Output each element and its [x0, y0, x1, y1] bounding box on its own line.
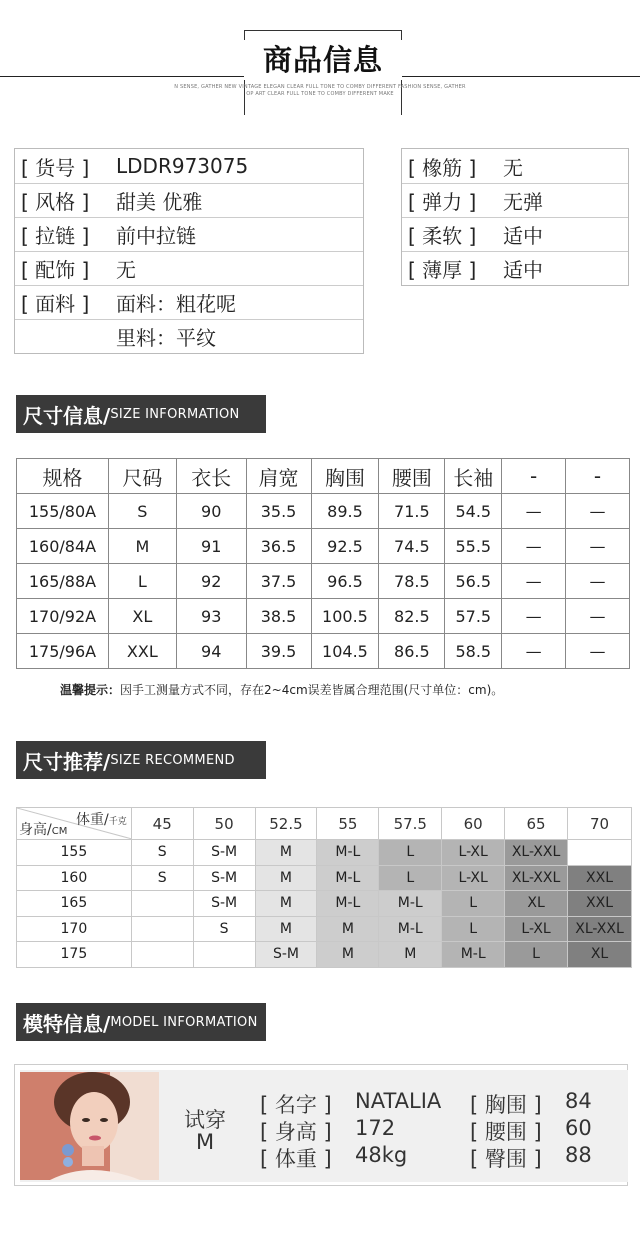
attribute-row: [15, 149, 363, 184]
section-title-cn: 模特信息/: [23, 1011, 111, 1036]
table-cell: 39.5: [246, 634, 311, 669]
table-cell: 100.5: [311, 599, 379, 634]
table-cell: XXL: [108, 634, 176, 669]
recommend-header-row: [17, 808, 632, 840]
height-cell: 160: [17, 865, 132, 891]
size-recommend-cell: M: [255, 865, 317, 891]
model-weight-key: [ 体重 ]: [260, 1147, 332, 1171]
table-cell: —: [566, 599, 630, 634]
attribute-value: 甜美 优雅: [116, 189, 203, 214]
table-cell: 38.5: [246, 599, 311, 634]
size-recommend-cell: S-M: [193, 891, 255, 917]
column-header: 衣长: [176, 459, 246, 494]
table-cell: —: [566, 634, 630, 669]
model-name-key: [ 名字 ]: [260, 1093, 332, 1117]
table-cell: 104.5: [311, 634, 379, 669]
table-row: [17, 634, 630, 669]
table-cell: —: [566, 564, 630, 599]
attribute-key: [ 面料 ]: [21, 291, 90, 316]
attribute-value: 适中: [503, 223, 543, 248]
section-title-cn: 尺寸推荐/: [23, 749, 111, 774]
recommend-row: [17, 916, 632, 942]
table-cell: —: [566, 529, 630, 564]
model-waist-key: [ 腰围 ]: [470, 1120, 542, 1144]
table-cell: 96.5: [311, 564, 379, 599]
attribute-value: 无: [116, 257, 136, 282]
model-waist-value: 60: [565, 1116, 592, 1140]
section-title-en: SIZE RECOMMEND: [110, 752, 235, 768]
table-cell: 175/96A: [17, 634, 109, 669]
table-cell: 165/88A: [17, 564, 109, 599]
attribute-row: [402, 217, 628, 252]
size-recommend-cell: S-M: [193, 840, 255, 866]
model-photo: [20, 1072, 159, 1180]
weight-axis-label: [76, 809, 127, 829]
attribute-key: [ 风格 ]: [21, 189, 90, 214]
table-row: [17, 529, 630, 564]
column-header: 尺码: [108, 459, 176, 494]
attribute-key: [ 拉链 ]: [21, 223, 90, 248]
height-cell: 165: [17, 891, 132, 917]
height-label: 身高/: [19, 822, 52, 838]
attribute-key: [ 货号 ]: [21, 155, 90, 180]
weight-header: 60: [442, 808, 505, 840]
size-recommend-cell: M: [379, 942, 442, 968]
size-recommend-cell: M-L: [442, 942, 505, 968]
size-recommend-cell: M-L: [379, 916, 442, 942]
table-cell: 37.5: [246, 564, 311, 599]
size-recommend-cell: S: [131, 865, 193, 891]
size-recommend-table: [16, 807, 632, 968]
size-recommend-cell: [568, 840, 632, 866]
size-recommend-cell: M: [255, 916, 317, 942]
table-cell: 56.5: [445, 564, 502, 599]
size-recommend-cell: XXL: [568, 865, 632, 891]
model-bust-key: [ 胸围 ]: [470, 1093, 542, 1117]
height-unit: CM: [51, 826, 68, 837]
table-cell: —: [502, 634, 566, 669]
attribute-key: [ 配饰 ]: [21, 257, 90, 282]
table-cell: 86.5: [379, 634, 445, 669]
table-cell: 74.5: [379, 529, 445, 564]
attribute-key: [ 柔软 ]: [408, 223, 477, 248]
attribute-row: [402, 183, 628, 218]
table-cell: 170/92A: [17, 599, 109, 634]
size-recommend-cell: XL: [505, 891, 568, 917]
model-hip-value: 88: [565, 1143, 592, 1167]
model-height-value: 172: [355, 1116, 396, 1140]
weight-label: 体重/: [76, 812, 109, 828]
attribute-table-right: [401, 148, 629, 286]
table-cell: 90: [176, 494, 246, 529]
size-recommend-cell: XXL: [568, 891, 632, 917]
title-subtext-1: N SENSE, GATHER NEW VINTAGE ELEGAN CLEAR FULL TONE TO COMBY DIFFERENT FASHION SENSE, GATHER: [174, 84, 466, 90]
table-row: [17, 564, 630, 599]
table-cell: 160/84A: [17, 529, 109, 564]
size-recommend-header: [16, 741, 266, 779]
size-recommend-cell: L: [442, 891, 505, 917]
model-height-key: [ 身高 ]: [260, 1120, 332, 1144]
table-cell: 58.5: [445, 634, 502, 669]
try-on-label: 试穿: [184, 1108, 226, 1132]
size-recommend-cell: M-L: [317, 891, 379, 917]
section-title-en: MODEL INFORMATION: [110, 1014, 258, 1030]
size-recommend-cell: L-XL: [442, 865, 505, 891]
size-recommend-cell: S: [193, 916, 255, 942]
recommend-row: [17, 865, 632, 891]
table-cell: 94: [176, 634, 246, 669]
weight-header: 50: [193, 808, 255, 840]
size-recommend-cell: L-XL: [442, 840, 505, 866]
column-header: 规格: [17, 459, 109, 494]
size-recommend-cell: M-L: [317, 865, 379, 891]
attribute-key: [ 薄厚 ]: [408, 257, 477, 282]
size-recommend-cell: L: [379, 865, 442, 891]
attribute-row: [402, 149, 628, 184]
size-recommend-cell: XL-XXL: [505, 865, 568, 891]
model-portrait-image: [20, 1072, 159, 1180]
attribute-value: 无: [503, 155, 523, 180]
table-cell: XL: [108, 599, 176, 634]
table-cell: —: [502, 564, 566, 599]
table-cell: 35.5: [246, 494, 311, 529]
measurement-note: [60, 681, 503, 698]
table-cell: 55.5: [445, 529, 502, 564]
size-recommend-cell: L: [442, 916, 505, 942]
attribute-value: 面料：粗花呢: [116, 291, 236, 316]
attribute-table-left: [14, 148, 364, 354]
corner-cell: [17, 808, 132, 840]
attribute-value: LDDR973075: [116, 154, 249, 178]
table-cell: 92.5: [311, 529, 379, 564]
size-recommend-cell: XL-XXL: [505, 840, 568, 866]
size-table-header: [17, 459, 630, 494]
table-cell: 89.5: [311, 494, 379, 529]
size-recommend-cell: [193, 942, 255, 968]
column-header: 胸围: [311, 459, 379, 494]
size-recommend-cell: S-M: [255, 942, 317, 968]
attribute-value: 无弹: [503, 189, 543, 214]
size-recommend-cell: L-XL: [505, 916, 568, 942]
attribute-value: 里料：平纹: [116, 325, 216, 350]
attribute-row: [15, 217, 363, 252]
table-cell: 78.5: [379, 564, 445, 599]
attribute-row: [15, 183, 363, 218]
weight-unit: 千克: [108, 817, 127, 827]
attribute-row: [15, 251, 363, 286]
table-cell: 54.5: [445, 494, 502, 529]
recommend-row: [17, 840, 632, 866]
size-recommend-cell: XL: [568, 942, 632, 968]
model-info-header: [16, 1003, 266, 1041]
table-cell: —: [502, 529, 566, 564]
attribute-key: [ 橡筋 ]: [408, 155, 477, 180]
column-header: 长袖: [445, 459, 502, 494]
table-cell: 71.5: [379, 494, 445, 529]
table-cell: 155/80A: [17, 494, 109, 529]
size-recommend-cell: XL-XXL: [568, 916, 632, 942]
size-recommend-cell: S: [131, 840, 193, 866]
table-cell: M: [108, 529, 176, 564]
size-recommend-cell: M: [255, 891, 317, 917]
weight-header: 45: [131, 808, 193, 840]
weight-header: 70: [568, 808, 632, 840]
column-header: 肩宽: [246, 459, 311, 494]
try-on-size: M: [196, 1130, 215, 1154]
model-weight-value: 48kg: [355, 1143, 408, 1167]
weight-header: 57.5: [379, 808, 442, 840]
size-recommend-cell: S-M: [193, 865, 255, 891]
size-recommend-cell: M-L: [379, 891, 442, 917]
column-header: 腰围: [379, 459, 445, 494]
size-recommend-cell: M-L: [317, 840, 379, 866]
table-row: [17, 494, 630, 529]
table-cell: 36.5: [246, 529, 311, 564]
title-subtext-2: OP ART CLEAR FULL TONE TO COMBY DIFFERENT MAKE: [246, 91, 394, 97]
table-cell: 93: [176, 599, 246, 634]
attribute-row: [402, 251, 628, 285]
model-hip-key: [ 臀围 ]: [470, 1147, 542, 1171]
weight-header: 55: [317, 808, 379, 840]
table-cell: 91: [176, 529, 246, 564]
note-label: 温馨提示：: [60, 683, 121, 697]
size-recommend-cell: [131, 916, 193, 942]
height-cell: 170: [17, 916, 132, 942]
size-recommend-cell: L: [379, 840, 442, 866]
note-text: 因手工测量方式不同，存在2~4cm误差皆属合理范围(尺寸单位：cm)。: [120, 683, 504, 697]
table-row: [17, 599, 630, 634]
table-cell: 92: [176, 564, 246, 599]
size-recommend-cell: L: [505, 942, 568, 968]
column-header: -: [502, 459, 566, 494]
attribute-value: 适中: [503, 257, 543, 282]
weight-header: 52.5: [255, 808, 317, 840]
table-cell: S: [108, 494, 176, 529]
table-cell: L: [108, 564, 176, 599]
model-name-value: NATALIA: [355, 1089, 442, 1113]
size-recommend-cell: M: [317, 942, 379, 968]
height-cell: 155: [17, 840, 132, 866]
size-recommend-cell: [131, 891, 193, 917]
table-cell: 57.5: [445, 599, 502, 634]
attribute-value: 前中拉链: [116, 223, 196, 248]
attribute-row: [15, 319, 363, 353]
model-bust-value: 84: [565, 1089, 592, 1113]
size-recommend-cell: M: [255, 840, 317, 866]
recommend-row: [17, 942, 632, 968]
table-cell: —: [502, 599, 566, 634]
column-header: -: [566, 459, 630, 494]
attribute-row: [15, 285, 363, 320]
section-title-en: SIZE INFORMATION: [110, 406, 240, 422]
recommend-row: [17, 891, 632, 917]
weight-header: 65: [505, 808, 568, 840]
size-info-header: [16, 395, 266, 433]
height-cell: 175: [17, 942, 132, 968]
table-cell: 82.5: [379, 599, 445, 634]
size-recommend-cell: [131, 942, 193, 968]
height-axis-label: [19, 819, 67, 839]
table-cell: —: [566, 494, 630, 529]
size-recommend-cell: M: [317, 916, 379, 942]
size-table: [16, 458, 630, 669]
table-cell: —: [502, 494, 566, 529]
page-title: 商品信息: [244, 40, 402, 80]
attribute-key: [ 弹力 ]: [408, 189, 477, 214]
section-title-cn: 尺寸信息/: [23, 403, 111, 428]
